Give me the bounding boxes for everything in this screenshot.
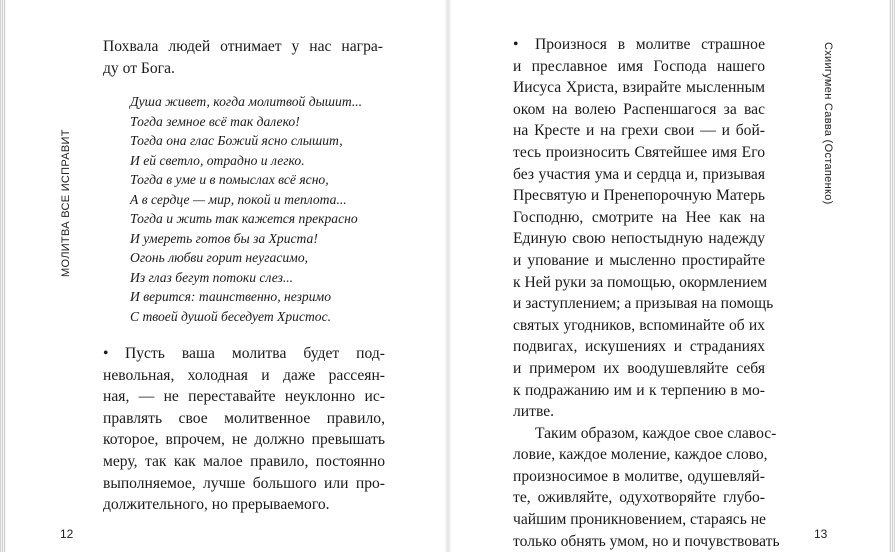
text-line-content: Пусть ваша молитва будет под- — [125, 345, 385, 362]
text-line — [103, 343, 385, 365]
poem-verse: С твоей душой беседует Христос. — [130, 308, 332, 324]
text-line: без участия ума и сердца и, призывая — [513, 165, 765, 183]
left-page-edge — [0, 0, 6, 552]
text-line: подвигах, искушениях и страданиях — [513, 338, 765, 356]
poem-verse: Тогда и жить так кажется прекрасно — [130, 211, 358, 226]
left-bullet-paragraph — [103, 343, 385, 516]
text-line: должительного, но прерываемого. — [103, 496, 330, 514]
poem-verse: И ей светло, отрадно и легко. — [130, 152, 305, 168]
book-gutter — [444, 0, 452, 552]
text-line: Единую свою непостыдную надежду — [513, 230, 765, 248]
text-line: ду от Бога. — [103, 59, 175, 77]
text-line: к Ней руки за помощью, окормлением — [513, 273, 768, 291]
text-line: оком на волею Распеншагося за вас — [513, 100, 765, 118]
text-line: и примером их воодушевляйте себя — [513, 359, 765, 377]
poem-verse: Тогда в уме и в помыслах всё ясно, — [130, 172, 329, 187]
text-line-content: Произнося в молитве страшное — [535, 36, 765, 53]
text-line: тесь произносить Святейшее имя Его — [513, 143, 765, 161]
text-line: Таким образом, каждое свое славос- — [535, 424, 777, 442]
text-line: те, оживляйте, одухотворяйте глубо- — [513, 489, 765, 507]
text-line: меру, так как малое правило, постоянно — [103, 452, 385, 470]
text-line: Похвала людей отнимает у нас награ- — [103, 38, 383, 55]
text-line: ловие, каждое моление, каждое слово, — [513, 446, 768, 464]
right-page-edge — [889, 0, 895, 552]
text-line: Господню, смотрите на Нее как на — [513, 208, 765, 226]
text-line: чайшим проникновением, стараясь не — [513, 511, 766, 529]
text-line: и преславное имя Господа нашего — [513, 57, 765, 75]
left-intro-paragraph — [103, 36, 383, 79]
bullet-icon: • — [513, 36, 519, 53]
text-line: Иисуса Христа, взирайте мысленным — [513, 79, 765, 97]
text-line: на Кресте и на грехи свои — и бой- — [513, 122, 765, 140]
poem-verse: Тогда она глас Божий ясно слышит, — [130, 133, 343, 148]
text-line: произносимое в молитве, одушевляй- — [513, 467, 765, 485]
text-line: только обнять умом, но и почувствовать — [513, 532, 780, 550]
text-line: правлять свое молитвенное правило, — [103, 409, 385, 427]
text-line — [513, 34, 765, 56]
text-line: и упование и мысленно простирайте — [513, 251, 765, 269]
text-line: литве. — [513, 403, 555, 421]
text-line: святых угодников, вспоминайте об их — [513, 316, 765, 334]
text-line: которое, впрочем, не должно превышать — [103, 431, 385, 449]
text-line: и заступлением; а призывая на помощь — [513, 295, 774, 313]
poem-verse: И верится: таинственно, незримо — [130, 289, 331, 304]
left-page-number: 12 — [60, 527, 74, 541]
right-page-number: 13 — [814, 527, 828, 541]
poem-verse: А в сердце — мир, покой и теплота... — [130, 191, 347, 207]
poem-verse: Из глаз бегут потоки слез... — [130, 269, 294, 285]
poem-verse: Огонь любви горит неугасимо, — [130, 250, 309, 265]
poem — [130, 92, 362, 326]
text-line: Пресвятую и Пренепорочную Матерь — [513, 187, 765, 205]
left-running-head: МОЛИТВА ВСЕ ИСПРАВИТ — [60, 129, 72, 277]
bullet-icon: • — [103, 345, 109, 362]
poem-verse: Тогда земное всё так далеко! — [130, 113, 300, 129]
text-line: невольная, холодная и даже рассеян- — [103, 366, 385, 384]
text-line: к подражанию им и к терпению в мо- — [513, 381, 765, 399]
poem-verse: И умереть готов бы за Христа! — [130, 230, 318, 246]
right-text-block — [513, 34, 780, 552]
poem-verse: Душа живет, когда молитвой дышит... — [130, 94, 363, 109]
text-line: ная, — не переставайте неуклонно ис- — [103, 388, 385, 406]
text-line: выполняемое, лучше большого или про- — [103, 474, 385, 492]
right-running-head: Схиигумен Савва (Остапенко) — [822, 42, 834, 205]
